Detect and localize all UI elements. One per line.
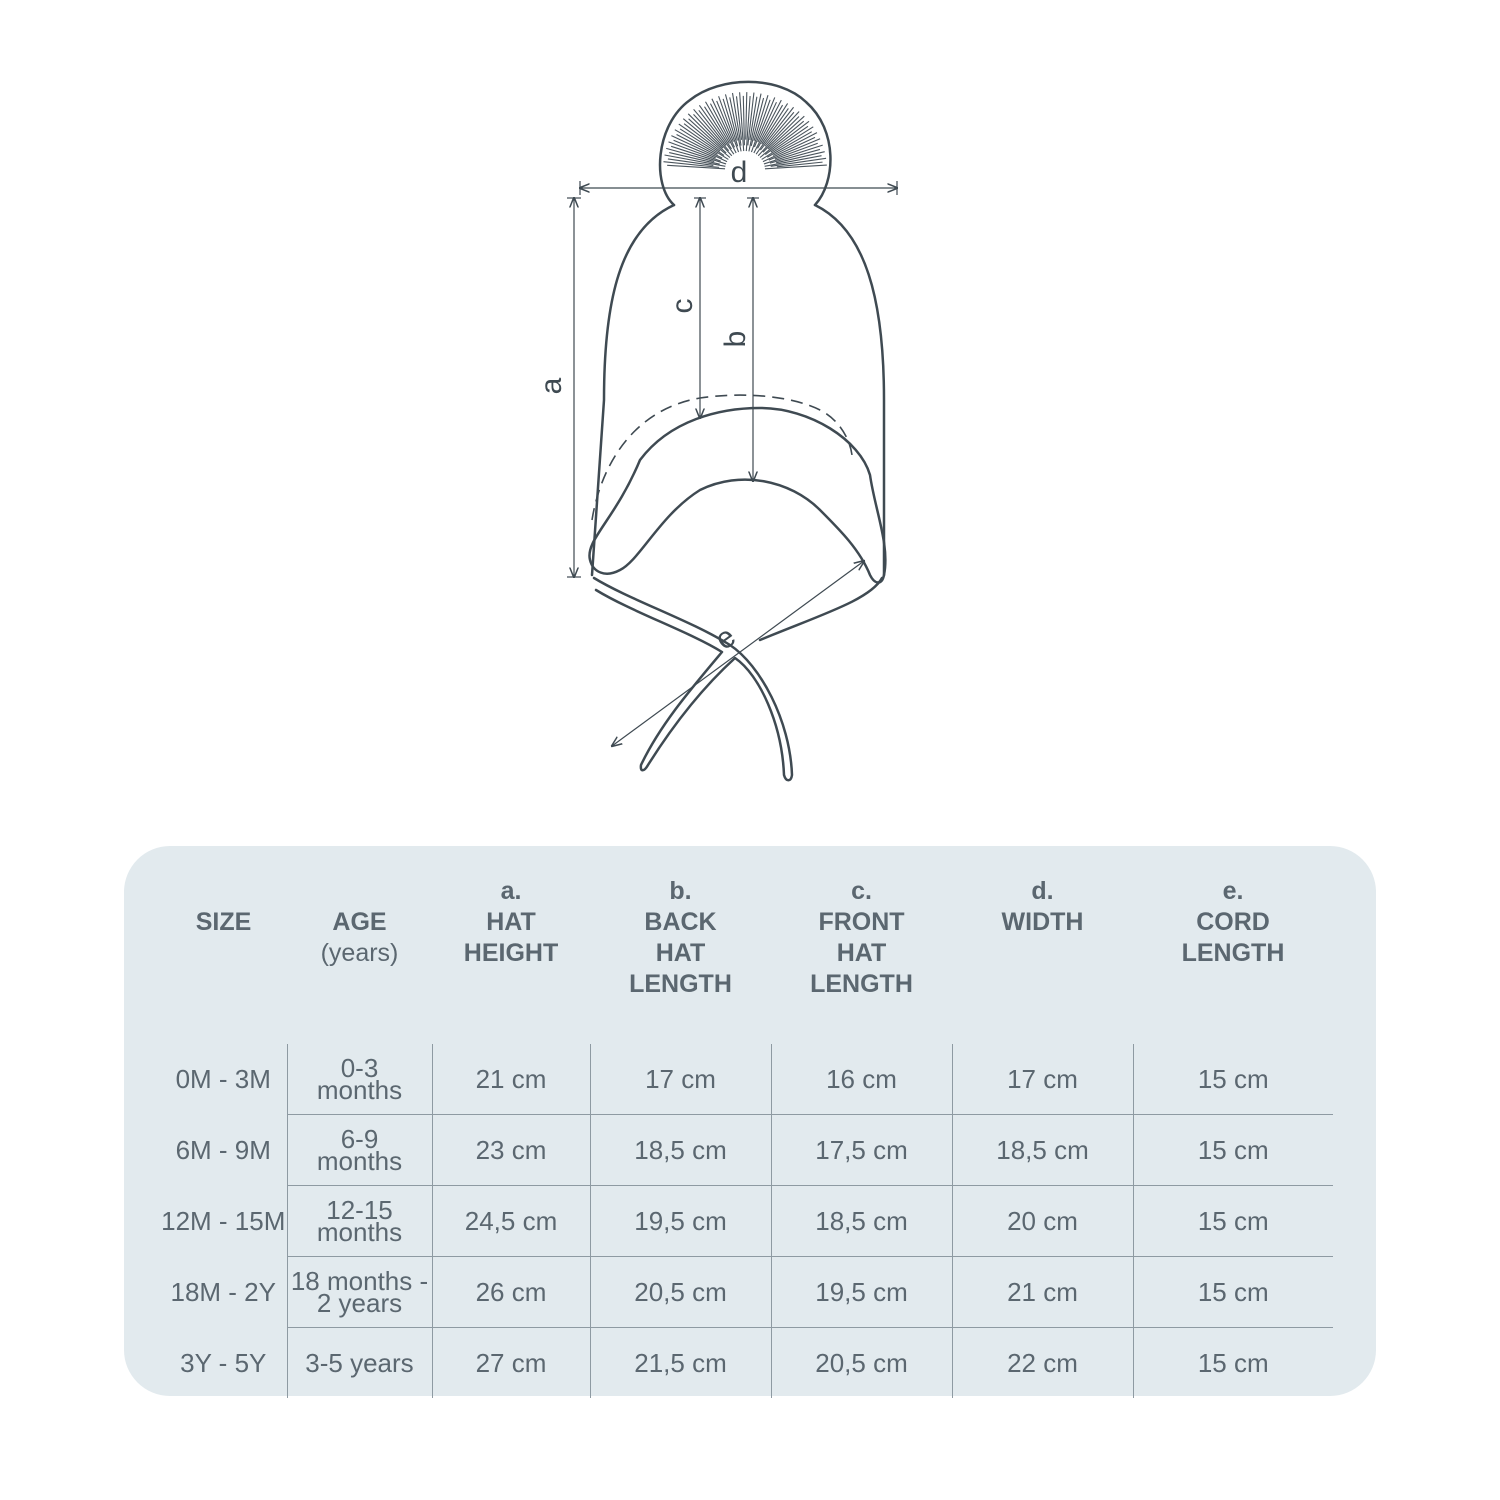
column-header-text: LENGTH [1181, 939, 1285, 967]
column-header-text: HAT [486, 908, 536, 936]
column-header-text: FRONT [818, 908, 905, 936]
column-header-text: SIZE [195, 908, 252, 936]
column-letter: c. [851, 877, 872, 905]
column-letter: b. [669, 877, 692, 905]
hat-body [592, 205, 884, 575]
dimension-c-label: c [666, 298, 699, 314]
size-chart-panel [124, 846, 1376, 1396]
cell-age [287, 1257, 432, 1328]
column-header-text: BACK [644, 908, 717, 936]
dimension-b-label: b [719, 330, 752, 348]
dimension-e-label: e [708, 620, 742, 657]
cell-age [287, 1115, 432, 1186]
age-line: 3-5 years [305, 1348, 414, 1378]
cell-width: 17 cm [952, 1044, 1133, 1115]
age-line: months [316, 1075, 403, 1105]
cell-cord-length: 15 cm [1133, 1328, 1333, 1399]
table-row [160, 1115, 1333, 1186]
dimension-d-label: d [730, 156, 748, 189]
column-header-text: CORD [1196, 908, 1270, 936]
cell-width: 21 cm [952, 1257, 1133, 1328]
cell-back-hat-length: 19,5 cm [590, 1186, 771, 1257]
column-header-cord-length [1133, 876, 1333, 1044]
size-chart-table [160, 876, 1333, 1398]
cell-back-hat-length: 17 cm [590, 1044, 771, 1115]
cell-hat-height: 23 cm [432, 1115, 590, 1186]
column-header-text: HAT [655, 939, 706, 967]
cell-cord-length: 15 cm [1133, 1044, 1333, 1115]
cell-size: 0M - 3M [175, 1064, 271, 1095]
cell-width: 22 cm [952, 1328, 1133, 1399]
dimension-e-line [612, 561, 864, 746]
cell-cord-length: 15 cm [1133, 1186, 1333, 1257]
column-letter: a. [500, 877, 522, 905]
pompom-fur-strand [743, 96, 744, 145]
age-line: months [316, 1217, 403, 1247]
cell-age [287, 1328, 432, 1399]
column-header-front-hat-length [771, 876, 952, 1044]
table-row [160, 1044, 1333, 1115]
stitch-line [592, 395, 852, 520]
column-header-back-hat-length [590, 876, 771, 1044]
cell-front-hat-length: 16 cm [771, 1044, 952, 1115]
hat-brim [589, 408, 885, 583]
pompom-fur-strand [746, 92, 747, 139]
column-header-age [287, 876, 432, 1044]
cell-front-hat-length: 19,5 cm [771, 1257, 952, 1328]
cell-hat-height: 24,5 cm [432, 1186, 590, 1257]
column-header-text: LENGTH [810, 970, 913, 998]
cell-back-hat-length: 21,5 cm [590, 1328, 771, 1399]
cell-hat-height: 27 cm [432, 1328, 590, 1399]
cell-width: 20 cm [952, 1186, 1133, 1257]
cell-age [287, 1186, 432, 1257]
cell-width: 18,5 cm [952, 1115, 1133, 1186]
column-header-text: WIDTH [1001, 908, 1084, 936]
age-line: 12-15 [326, 1195, 393, 1225]
column-header-text: HAT [836, 939, 887, 967]
column-header-text: HEIGHT [463, 939, 559, 967]
cell-cord-length: 15 cm [1133, 1115, 1333, 1186]
table-row [160, 1257, 1333, 1328]
column-letter: e. [1222, 877, 1244, 905]
table-body [160, 1044, 1333, 1398]
hat-tie [594, 578, 792, 780]
column-header-width [952, 876, 1133, 1044]
cell-front-hat-length: 17,5 cm [771, 1115, 952, 1186]
cell-age [287, 1044, 432, 1115]
age-line: 6-9 [340, 1124, 379, 1154]
cell-size: 3Y - 5Y [180, 1347, 267, 1378]
cell-size: 18M - 2Y [170, 1277, 276, 1307]
column-unit: (years) [320, 939, 399, 967]
cell-hat-height: 26 cm [432, 1257, 590, 1328]
cell-hat-height: 21 cm [432, 1044, 590, 1115]
age-line: 2 years [316, 1288, 403, 1318]
cell-size: 12M - 15M [161, 1206, 286, 1236]
column-letter: d. [1031, 877, 1054, 905]
dimension-a-label: a [535, 377, 568, 395]
age-line: 18 months - [290, 1266, 429, 1296]
cell-front-hat-length: 20,5 cm [771, 1328, 952, 1399]
cell-back-hat-length: 18,5 cm [590, 1115, 771, 1186]
column-header-text: LENGTH [629, 970, 732, 998]
cell-back-hat-length: 20,5 cm [590, 1257, 771, 1328]
table-header-row [160, 876, 1333, 1044]
hat-tie [760, 578, 882, 640]
cell-cord-length: 15 cm [1133, 1257, 1333, 1328]
age-line: months [316, 1146, 403, 1176]
table-row [160, 1328, 1333, 1399]
cell-front-hat-length: 18,5 cm [771, 1186, 952, 1257]
table-row [160, 1186, 1333, 1257]
column-header-text: AGE [332, 908, 387, 936]
column-header-hat-height [432, 876, 590, 1044]
column-header-size [160, 876, 287, 1044]
age-line: 0-3 [340, 1053, 379, 1083]
cell-size: 6M - 9M [175, 1135, 271, 1165]
